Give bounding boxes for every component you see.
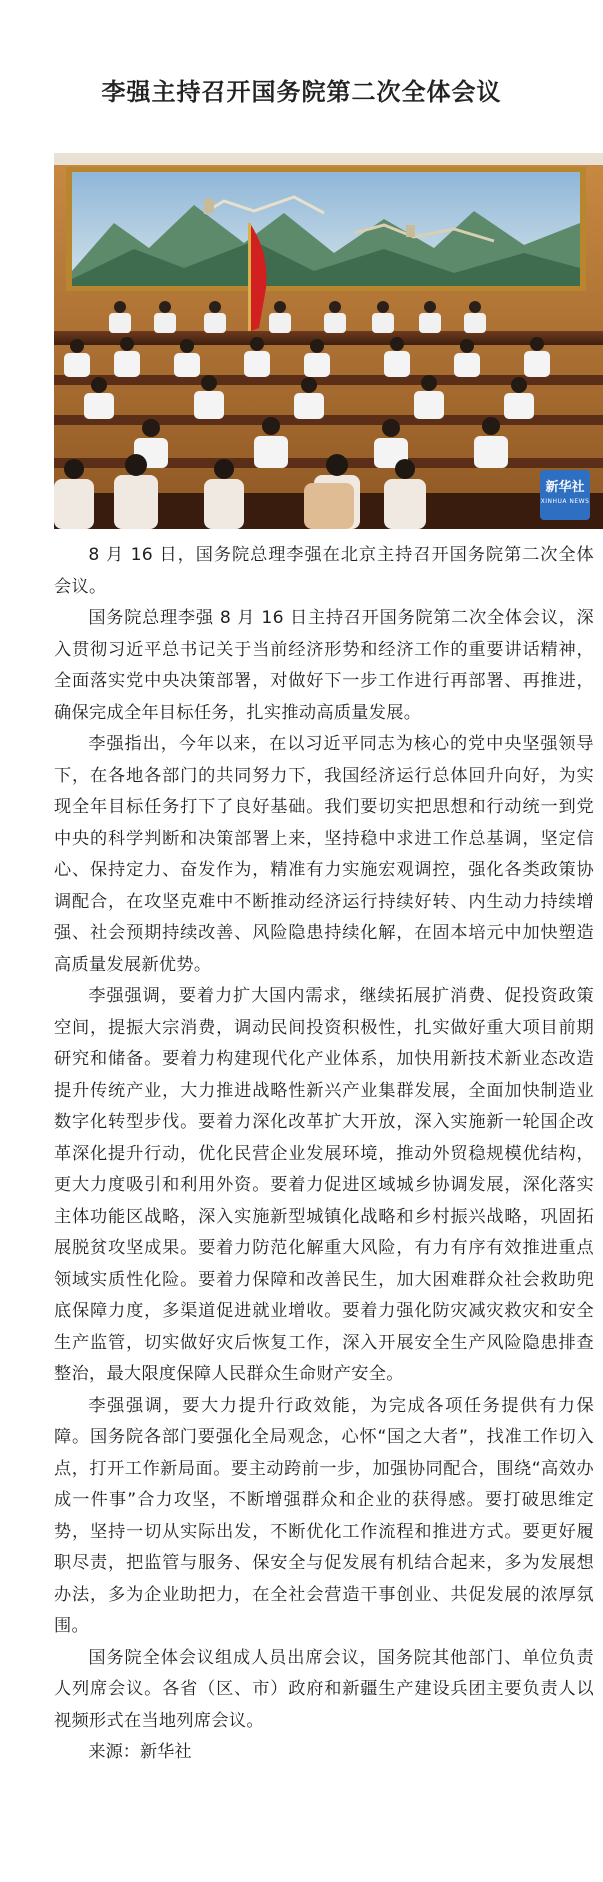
paragraph-2: 国务院总理李强 8 月 16 日主持召开国务院第二次全体会议，深入贯彻习近平总书记关于当前经济形势和经济工作的重要讲话精神，全面落实党中央决策部署，对做好下一步工作进行再部署、再推进，确保完成全年目标任务，扎实推动高质量发展。 [54,608,594,723]
article-title: 李强主持召开国务院第二次全体会议 [101,77,502,106]
xinhua-logo-en: XINHUA NEWS [540,498,590,505]
article-body [54,540,594,1769]
xinhua-logo [540,470,590,520]
xinhua-logo-text: 新华社 [545,480,585,495]
paragraph-5: 李强强调，要大力提升行政效能，为完成各项任务提供有力保障。国务院各部门要强化全局观念，心怀“国之大者”，找准工作切入点，打开工作新局面。要主动跨前一步，加强协同配合，围绕“高效办成一件事”合力攻坚，不断增强群众和企业的获得感。要打破思维定势，坚持一切从实际出发，不断优化工作流程和推进方式。要更好履职尽责，把监管与服务、保安全与促发展有机结合起来，多为发展想办法，多为企业助把力，在全社会营造干事创业、共促发展的浓厚氛围。 [54,1395,594,1636]
article-source: 来源：新华社 [88,1742,192,1762]
paragraph-4: 李强强调，要着力扩大国内需求，继续拓展扩消费、促投资政策空间，提振大宗消费，调动民间投资积极性，扎实做好重大项目前期研究和储备。要着力构建现代化产业体系，加快用新技术新业态改造提升传统产业，大力推进战略性新兴产业集群发展，全面加快制造业数字化转型步伐。要着力深化改革扩大开放，深入实施新一轮国企改革深化提升行动，优化民营企业发展环境，推动外贸稳规模优结构，更大力度吸引和利用外资。要着力促进区域城乡协调发展，深化落实主体功能区战略，深入实施新型城镇化战略和乡村振兴战略，巩固拓展脱贫攻坚成果。要着力防范化解重大风险，有力有序有效推进重点领域实质性化险。要着力保障和改善民生，加大困难群众社会救助兜底保障力度，多渠道促进就业增收。要着力强化防灾减灾救灾和安全生产监管，切实做好灾后恢复工作，深入开展安全生产风险隐患排查整治，最大限度保障人民群众生命财产安全。 [54,986,594,1384]
paragraph-1: 8 月 16 日，国务院总理李强在北京主持召开国务院第二次全体会议。 [54,545,594,597]
meeting-photo [54,153,603,529]
paragraph-6: 国务院全体会议组成人员出席会议，国务院其他部门、单位负责人列席会议。各省（区、市）政府和新疆生产建设兵团主要负责人以视频形式在当地列席会议。 [54,1647,594,1731]
paragraph-3: 李强指出，今年以来，在以习近平同志为核心的党中央坚强领导下，在各地各部门的共同努力下，我国经济运行总体回升向好，为实现全年目标任务打下了良好基础。我们要切实把思想和行动统一到党中央的科学判断和决策部署上来，坚持稳中求进工作总基调，坚定信心、保持定力、奋发作为，精准有力实施宏观调控，强化各类政策协调配合，在攻坚克难中不断推动经济运行持续好转、内生动力持续增强、社会预期持续改善、风险隐患持续化解，在固本培元中加快塑造高质量发展新优势。 [54,734,594,975]
